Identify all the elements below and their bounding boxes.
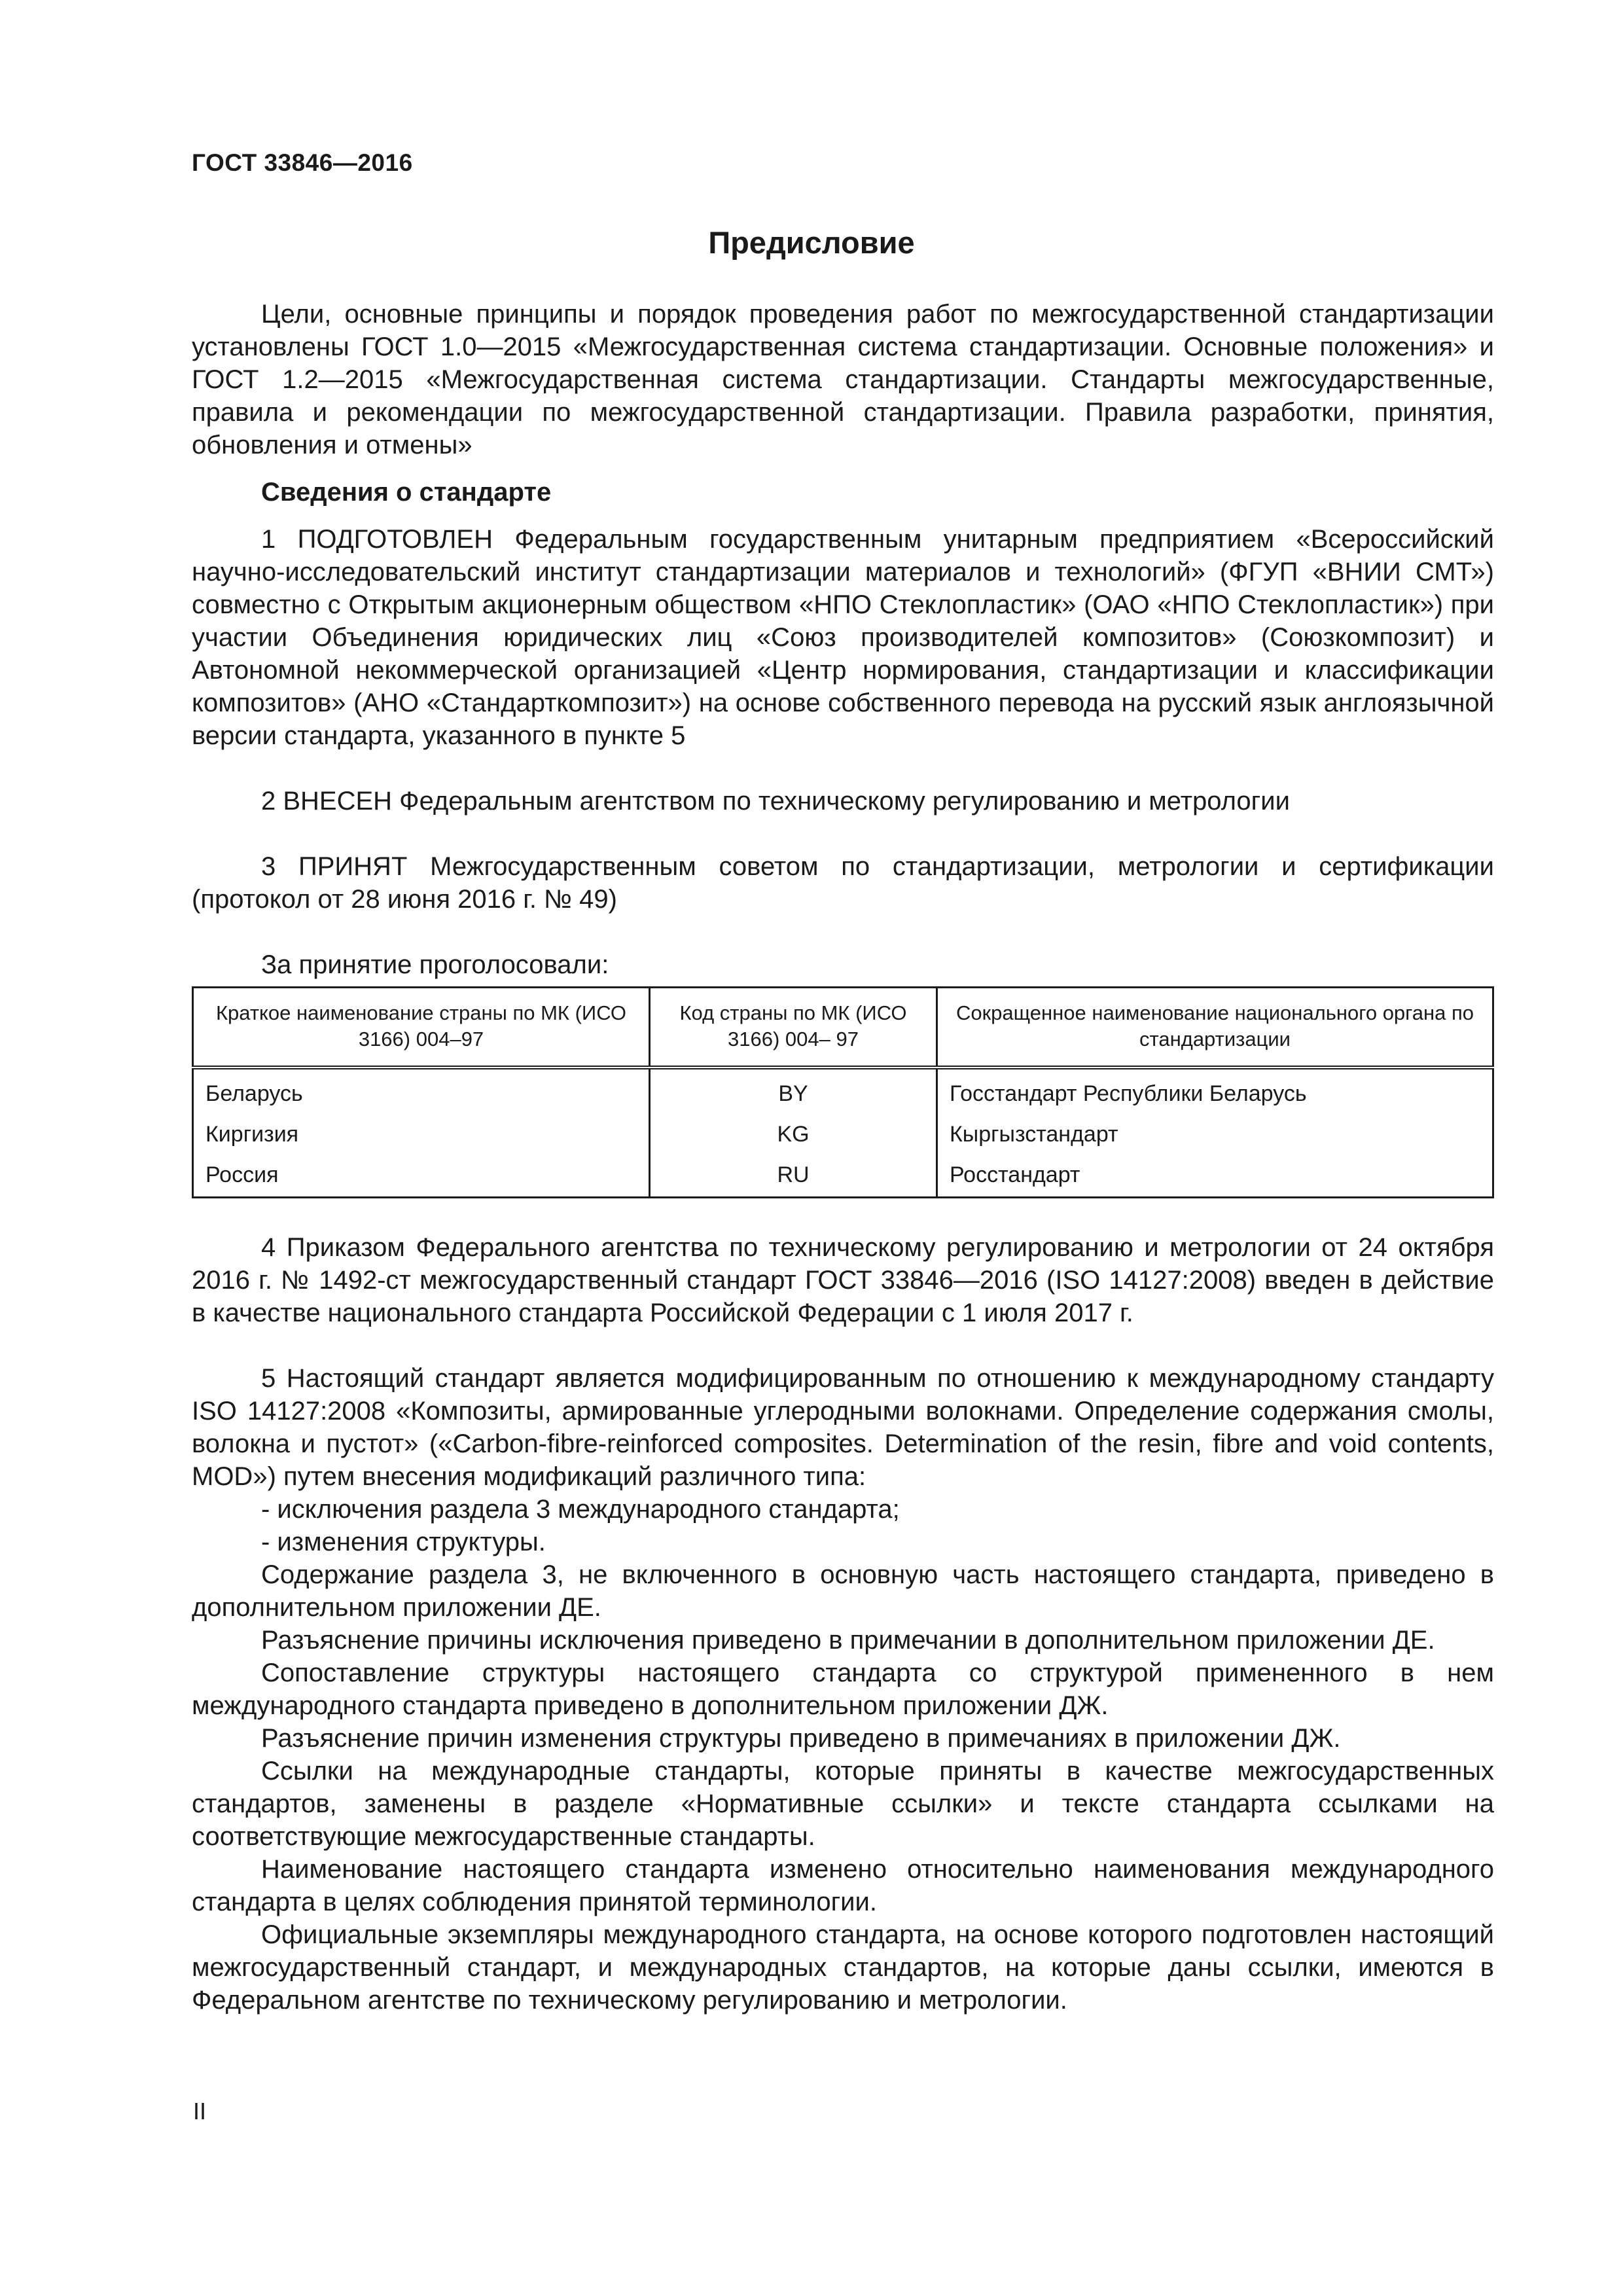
cell-country: Россия xyxy=(193,1155,650,1198)
item-1-paragraph: 1 ПОДГОТОВЛЕН Федеральным государственным унитарным предприятием «Всероссийский научно-исследовательский институт стандартизации материалов и технологий» (ФГУП «ВНИИ СМТ») совместно с Открытым акционерным обществом «НПО Стеклопластик» (ОАО «НПО Стеклопластик») при участии Объединения юридических лиц «Союз производителей композитов» (Союзкомпозит) и Автономной некоммерческой организацией «Центр нормирования, стандартизации и классификации композитов» (АНО «Стандарткомпозит») на основе собственного перевода на русский язык англоязычной версии стандарта, указанного в пункте 5 xyxy=(192,525,1494,750)
cell-body: Кыргызстандарт xyxy=(937,1114,1493,1155)
cell-code: BY xyxy=(650,1067,937,1114)
header-country-code: Код страны по МК (ИСО 3166) 004– 97 xyxy=(650,988,937,1068)
item-2-paragraph: 2 ВНЕСЕН Федеральным агентством по техническому регулированию и метрологии xyxy=(261,787,1290,816)
item-3-paragraph: 3 ПРИНЯТ Межгосударственным советом по стандартизации, метрологии и сертификации (протокол от 28 июня 2016 г. № 49) xyxy=(192,852,1494,914)
table-row xyxy=(193,1067,1493,1114)
votes-table xyxy=(192,986,1494,1198)
document-body xyxy=(192,298,1494,2017)
table-row xyxy=(193,1155,1493,1198)
item-5-note: Разъяснение причины исключения приведено в примечании в дополнительном приложении ДЕ. xyxy=(261,1626,1435,1655)
item-5-note: Содержание раздела 3, не включенного в основную часть настоящего стандарта, приведено в дополнительном приложении ДЕ. xyxy=(192,1560,1494,1622)
list-item: - изменения структуры. xyxy=(261,1528,546,1556)
intro-paragraph: Цели, основные принципы и порядок проведения работ по межгосударственной стандартизации установлены ГОСТ 1.0—2015 «Межгосударственная система стандартизации. Основные положения» и ГОСТ 1.2—2015 «Межгосударственная система стандартизации. Стандарты межгосударственные, правила и рекомендации по межгосударственной стандартизации. Правила разработки, принятия, обновления и отмены» xyxy=(192,300,1494,459)
item-5-note: Наименование настоящего стандарта изменено относительно наименования международного стандарта в целях соблюдения принятой терминологии. xyxy=(192,1855,1494,1916)
header-standards-body: Сокращенное наименование национального органа по стандартизации xyxy=(937,988,1493,1068)
cell-country: Беларусь xyxy=(193,1067,650,1114)
list-item: - исключения раздела 3 международного стандарта; xyxy=(261,1495,900,1524)
cell-code: RU xyxy=(650,1155,937,1198)
page-number: II xyxy=(193,2098,207,2125)
cell-code: KG xyxy=(650,1114,937,1155)
page-title: Предисловие xyxy=(708,225,915,260)
cell-country: Киргизия xyxy=(193,1114,650,1155)
item-5-note: Разъяснение причин изменения структуры приведено в примечаниях в приложении ДЖ. xyxy=(261,1724,1341,1753)
item-5-note: Официальные экземпляры международного стандарта, на основе которого подготовлен настоящий межгосударственный стандарт, и международных стандартов, на которые даны ссылки, имеются в Федеральном агентстве по техническому регулированию и метрологии. xyxy=(192,1920,1494,2015)
cell-body: Госстандарт Республики Беларусь xyxy=(937,1067,1493,1114)
table-row xyxy=(193,1114,1493,1155)
header-country-name: Краткое наименование страны по МК (ИСО 3166) 004–97 xyxy=(193,988,650,1068)
cell-body: Росстандарт xyxy=(937,1155,1493,1198)
item-5-paragraph: 5 Настоящий стандарт является модифицированным по отношению к международному стандарту ISO 14127:2008 «Композиты, армированные углеродными волокнами. Определение содержания смолы, волокна и пустот» («Carbon-fibre-reinforced composites. Determination of the resin, fibre and void contents, MOD») путем внесения модификаций различного типа: xyxy=(192,1364,1494,1491)
info-heading: Сведения о стандарте xyxy=(261,478,552,507)
item-5-note: Ссылки на международные стандарты, которые приняты в качестве межгосударственных стандартов, заменены в разделе «Нормативные ссылки» и тексте стандарта ссылками на соответствующие межгосударственные стандарты. xyxy=(192,1757,1494,1851)
item-5-note: Сопоставление структуры настоящего стандарта со структурой примененного в нем международного стандарта приведено в дополнительном приложении ДЖ. xyxy=(192,1659,1494,1720)
document-code: ГОСТ 33846—2016 xyxy=(192,149,413,176)
vote-intro: За принятие проголосовали: xyxy=(261,950,609,979)
table-header-row xyxy=(193,988,1493,1068)
item-4-paragraph: 4 Приказом Федерального агентства по техническому регулированию и метрологии от 24 октября 2016 г. № 1492-ст межгосударственный стандарт ГОСТ 33846—2016 (ISO 14127:2008) введен в действие в качестве национального стандарта Российской Федерации с 1 июля 2017 г. xyxy=(192,1233,1494,1327)
